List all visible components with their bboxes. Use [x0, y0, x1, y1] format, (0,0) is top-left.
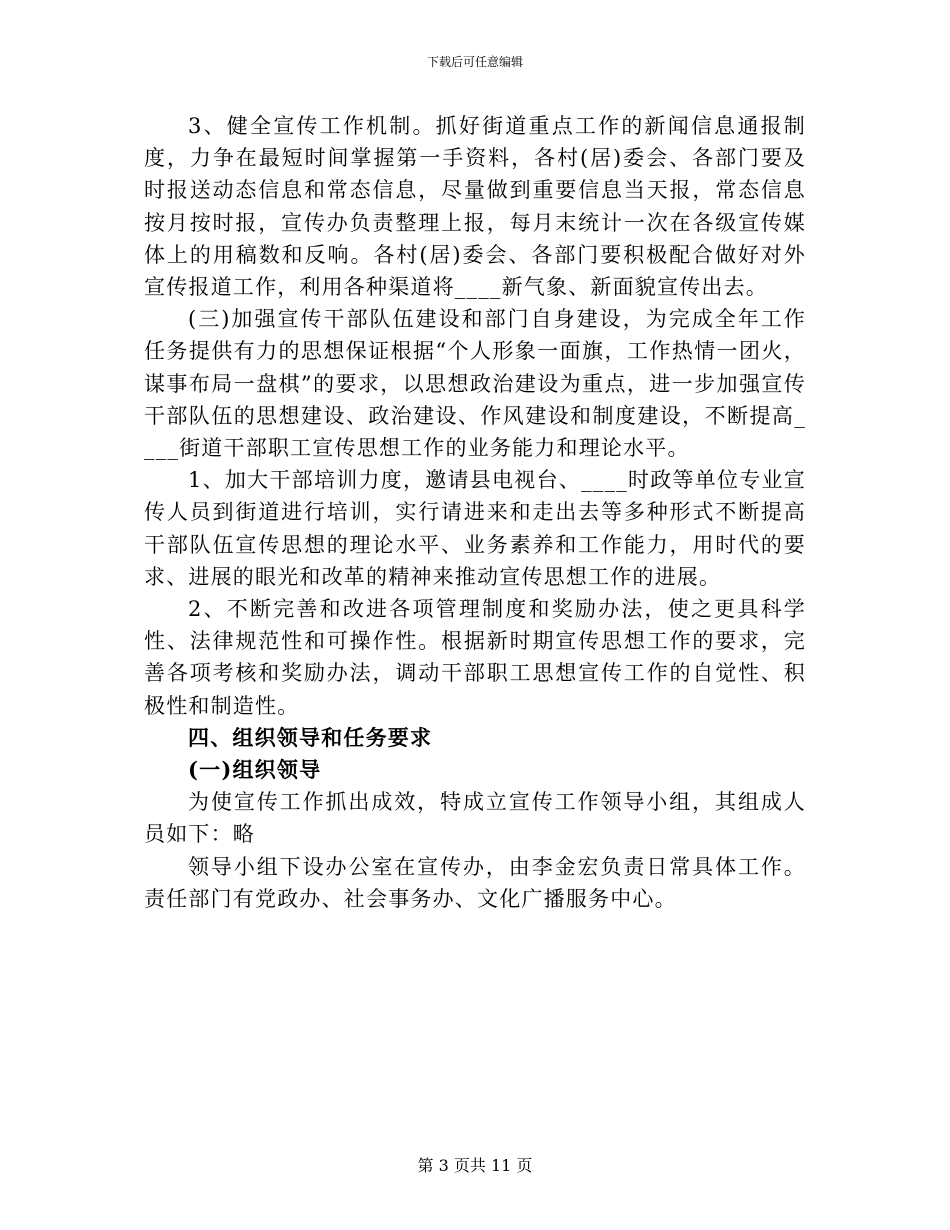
paragraph-cadre-training: 1、加大干部培训力度，邀请县电视台、____时政等单位专业宣传人员到街道进行培训，实行请进来和走出去等多种形式不断提高干部队伍宣传思想的理论水平、业务素养和工作能力，用时代的要求、进展的眼光和改革的精神来推动宣传思想工作的进展。 — [144, 468, 806, 589]
paragraph-publicity-mechanism: 3、健全宣传工作机制。抓好街道重点工作的新闻信息通报制度，力争在最短时间掌握第一手资料，各村(居)委会、各部门要及时报送动态信息和常态信息，尽量做到重要信息当天报，常态信息按月按时报，宣传办负责整理上报，每月末统计一次在各级宣传媒体上的用稿数和反响。各村(居)委会、各部门要积极配合做好对外宣传报道工作，利用各种渠道将____新气象、新面貌宣传出去。 — [144, 114, 806, 300]
page-footer: 第 3 页共 11 页 — [417, 1156, 533, 1175]
paragraph-management-system: 2、不断完善和改进各项管理制度和奖励办法，使之更具科学性、法律规范性和可操作性。根据新时期宣传思想工作的要求，完善各项考核和奖励办法，调动干部职工思想宣传工作的自觉性、积极性和制造性。 — [144, 597, 806, 718]
paragraph-leading-group: 为使宣传工作抓出成效，特成立宣传工作领导小组，其组成人员如下：略 — [144, 790, 806, 847]
subsection-heading-leadership: (一)组织领导 — [188, 757, 322, 783]
document-body — [144, 110, 806, 915]
page-header: 下载后可任意编辑 — [426, 55, 523, 69]
paragraph-team-building: (三)加强宣传干部队伍建设和部门自身建设，为完成全年工作任务提供有力的思想保证根据“个人形象一面旗，工作热情一团火，谋事布局一盘棋”的要求，以思想政治建设为重点，进一步加强宣传干部队伍的思想建设、政治建设、作风建设和制度建设，不断提高____街道干部职工宣传思想工作的业务能力和理论水平。 — [144, 307, 806, 461]
section-heading-organization: 四、组织领导和任务要求 — [188, 724, 433, 750]
paragraph-office-responsibility: 领导小组下设办公室在宣传办，由李金宏负责日常具体工作。责任部门有党政办、社会事务办、文化广播服务中心。 — [144, 854, 806, 911]
